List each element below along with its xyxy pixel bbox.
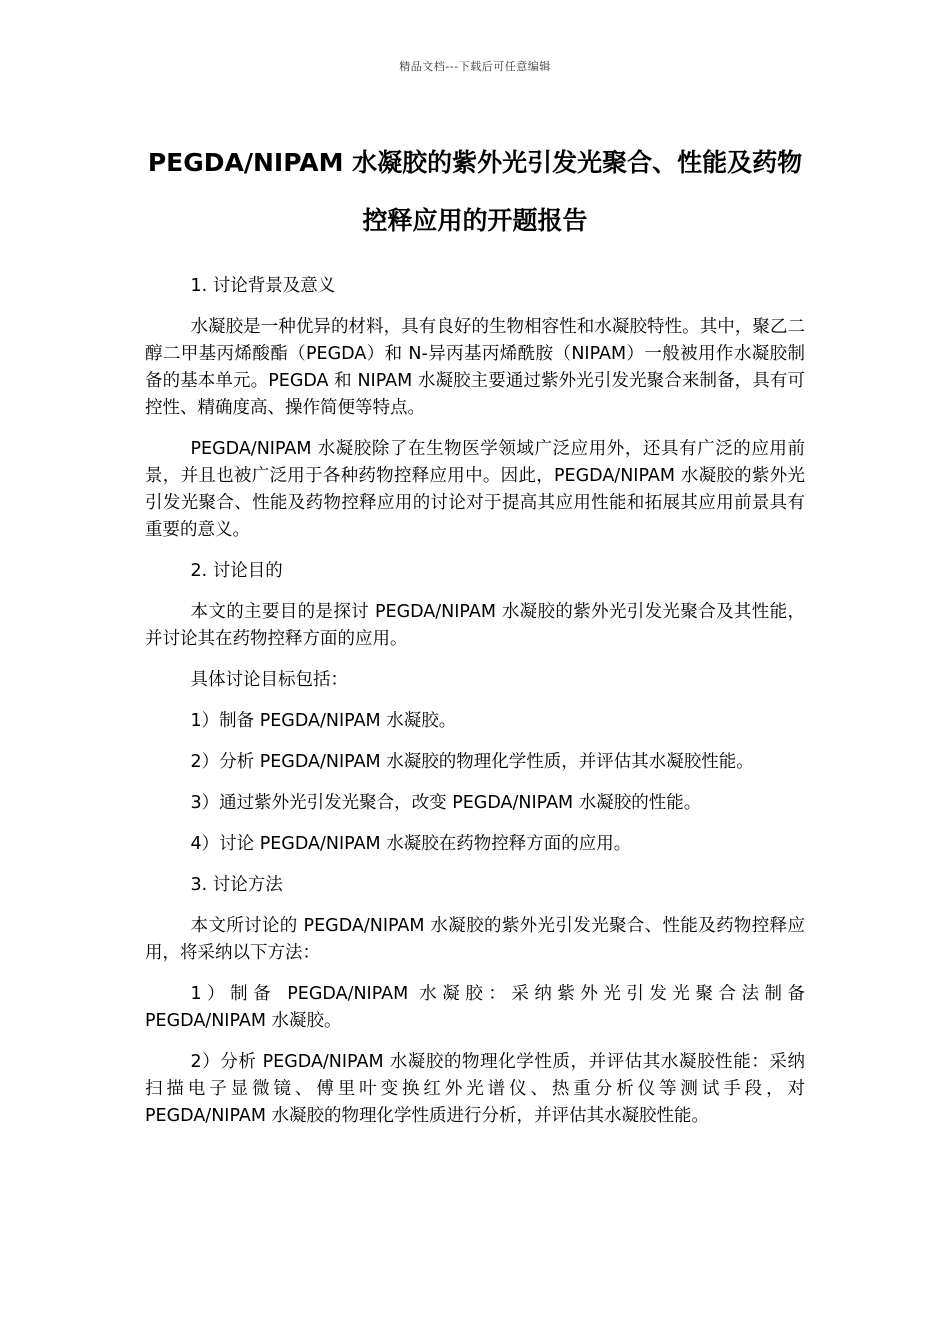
paragraph: 本文的主要目的是探讨 PEGDA/NIPAM 水凝胶的紫外光引发光聚合及其性能，并讨论其在药物控释方面的应用。 <box>145 602 805 649</box>
section-heading-methods: 3. 讨论方法 <box>190 875 283 895</box>
paragraph: 本文所讨论的 PEGDA/NIPAM 水凝胶的紫外光引发光聚合、性能及药物控释应用，将采纳以下方法： <box>145 916 805 963</box>
list-item: 2）分析 PEGDA/NIPAM 水凝胶的物理化学性质，并评估其水凝胶性能。 <box>190 752 754 772</box>
paragraph: 具体讨论目标包括： <box>190 670 348 690</box>
list-item: 3）通过紫外光引发光聚合，改变 PEGDA/NIPAM 水凝胶的性能。 <box>190 793 702 813</box>
document-body <box>145 273 805 1144</box>
list-item: 4）讨论 PEGDA/NIPAM 水凝胶在药物控释方面的应用。 <box>190 834 632 854</box>
section-heading-background: 1. 讨论背景及意义 <box>190 276 336 296</box>
document-title: PEGDA/NIPAM 水凝胶的紫外光引发光聚合、性能及药物控释应用的开题报告 <box>147 148 803 235</box>
list-item: 2）分析 PEGDA/NIPAM 水凝胶的物理化学性质，并评估其水凝胶性能：采纳扫描电子显微镜、傅里叶变换红外光谱仪、热重分析仪等测试手段，对 PEGDA/NIPAM 水凝胶的物理化学性质进行分析，并评估其水凝胶性能。 <box>145 1052 805 1126</box>
header-note: 精品文档---下载后可任意编辑 <box>399 60 551 73</box>
paragraph: PEGDA/NIPAM 水凝胶除了在生物医学领域广泛应用外，还具有广泛的应用前景，并且也被广泛用于各种药物控释应用中。因此，PEGDA/NIPAM 水凝胶的紫外光引发光聚合、性能及药物控释应用的讨论对于提高其应用性能和拓展其应用前景具有重要的意义。 <box>145 439 805 540</box>
list-item: 1）制备 PEGDA/NIPAM 水凝胶：采纳紫外光引发光聚合法制备 PEGDA/NIPAM 水凝胶。 <box>145 984 805 1031</box>
section-heading-purpose: 2. 讨论目的 <box>190 561 283 581</box>
paragraph: 水凝胶是一种优异的材料，具有良好的生物相容性和水凝胶特性。其中，聚乙二醇二甲基丙烯酸酯（PEGDA）和 N-异丙基丙烯酰胺（NIPAM）一般被用作水凝胶制备的基本单元。PEGDA 和 NIPAM 水凝胶主要通过紫外光引发光聚合来制备，具有可控性、精确度高、操作简便等特点。 <box>145 317 805 418</box>
list-item: 1）制备 PEGDA/NIPAM 水凝胶。 <box>190 711 457 731</box>
